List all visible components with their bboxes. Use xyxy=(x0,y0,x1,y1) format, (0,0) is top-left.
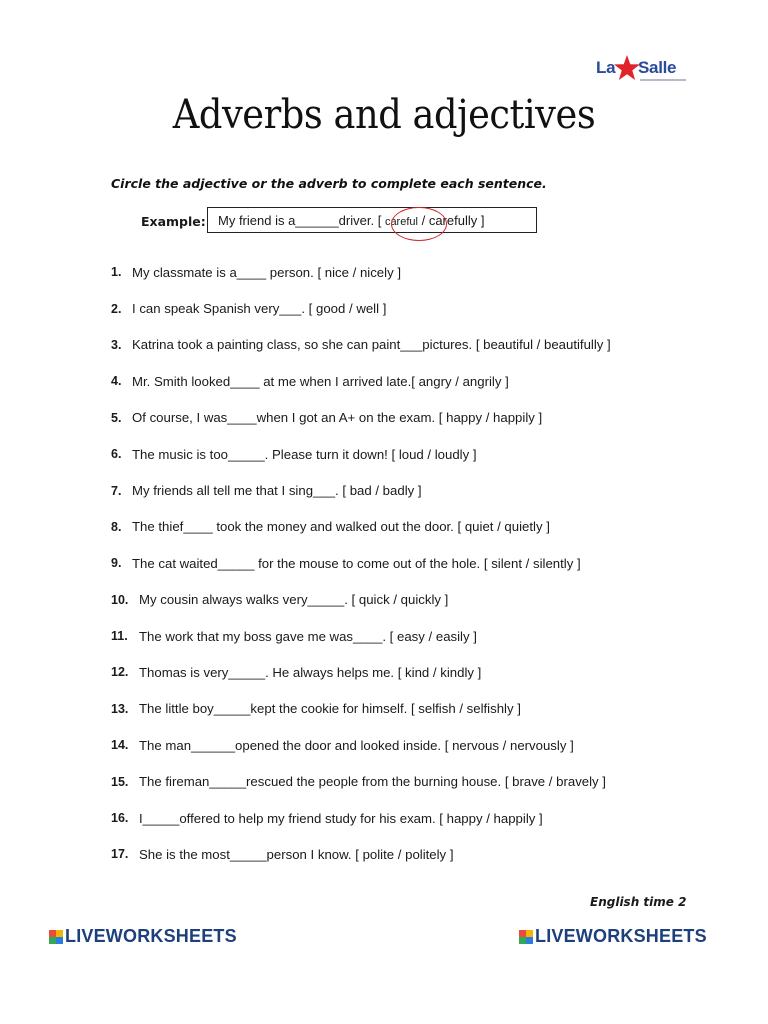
question-item xyxy=(111,618,751,654)
question-item xyxy=(111,472,751,508)
question-number: 10. xyxy=(111,592,129,607)
instructions: Circle the adjective or the adverb to complete each sentence. xyxy=(111,176,547,191)
question-item xyxy=(111,691,751,727)
question-item xyxy=(111,654,751,690)
question-text: Katrina took a painting class, so she can paint___pictures. [ beautiful / beautifully ] xyxy=(132,337,611,353)
question-text: The man______opened the door and looked inside. [ nervous / nervously ] xyxy=(139,737,574,753)
question-item xyxy=(111,254,751,290)
question-item xyxy=(111,582,751,618)
question-item xyxy=(111,509,751,545)
page-title: Adverbs and adjectives xyxy=(172,92,596,138)
question-number: 6. xyxy=(111,447,122,462)
la-salle-logo xyxy=(594,54,694,90)
question-text: Thomas is very_____. He always helps me. [ kind / kindly ] xyxy=(139,664,482,680)
star-icon xyxy=(613,54,641,82)
logo-tagline-decoration xyxy=(640,79,686,81)
example-box xyxy=(207,207,537,233)
question-item xyxy=(111,363,751,399)
question-text: Of course, I was____when I got an A+ on the exam. [ happy / happily ] xyxy=(132,410,543,426)
question-text: The music is too_____. Please turn it down! [ loud / loudly ] xyxy=(132,446,477,462)
question-number: 9. xyxy=(111,556,122,571)
question-text: She is the most_____person I know. [ polite / politely ] xyxy=(139,846,454,862)
question-text: The work that my boss gave me was____. [ easy / easily ] xyxy=(139,628,477,644)
footer-english-time: English time 2 xyxy=(590,895,687,909)
question-number: 1. xyxy=(111,265,122,280)
question-text: The cat waited_____ for the mouse to come out of the hole. [ silent / silently ] xyxy=(132,555,581,571)
liveworksheets-logo-right[interactable] xyxy=(519,926,707,947)
question-text: My classmate is a____ person. [ nice / nicely ] xyxy=(132,264,401,280)
question-text: My friends all tell me that I sing___. [ bad / badly ] xyxy=(132,483,422,499)
liveworksheets-icon xyxy=(519,930,533,944)
question-number: 3. xyxy=(111,337,122,352)
question-number: 5. xyxy=(111,410,122,425)
liveworksheets-wordmark: LIVEWORKSHEETS xyxy=(65,926,237,946)
example-rest: / carefully ] xyxy=(421,213,485,228)
question-list xyxy=(111,254,751,873)
question-item xyxy=(111,290,751,326)
question-number: 14. xyxy=(111,738,129,753)
question-text: Mr. Smith looked____ at me when I arrived late.[ angry / angrily ] xyxy=(132,373,509,389)
question-item xyxy=(111,763,751,799)
question-text: I_____offered to help my friend study for his exam. [ happy / happily ] xyxy=(139,810,543,826)
liveworksheets-wordmark: LIVEWORKSHEETS xyxy=(535,926,707,946)
logo-text-salle: Salle xyxy=(638,58,677,77)
question-item xyxy=(111,545,751,581)
liveworksheets-icon xyxy=(49,930,63,944)
question-number: 4. xyxy=(111,374,122,389)
example-label: Example: xyxy=(141,214,206,229)
question-item xyxy=(111,400,751,436)
logo-text-la: La xyxy=(596,58,616,77)
question-number: 11. xyxy=(111,629,128,644)
question-number: 16. xyxy=(111,811,129,826)
example-answer-circle xyxy=(391,207,447,241)
question-text: The little boy_____kept the cookie for himself. [ selfish / selfishly ] xyxy=(139,701,521,717)
question-item xyxy=(111,800,751,836)
question-text: I can speak Spanish very___. [ good / well ] xyxy=(132,301,387,317)
question-number: 2. xyxy=(111,301,122,316)
question-item xyxy=(111,727,751,763)
question-item xyxy=(111,327,751,363)
liveworksheets-logo-left[interactable] xyxy=(49,926,237,947)
example-circled-answer: careful xyxy=(384,216,418,228)
question-number: 12. xyxy=(111,665,129,680)
question-number: 8. xyxy=(111,519,122,534)
example-sentence: My friend is a______driver. [ xyxy=(218,213,382,228)
question-item xyxy=(111,436,751,472)
question-number: 7. xyxy=(111,483,122,498)
question-text: The fireman_____rescued the people from the burning house. [ brave / bravely ] xyxy=(139,774,606,790)
question-item xyxy=(111,836,751,872)
question-text: My cousin always walks very_____. [ quick / quickly ] xyxy=(139,592,449,608)
question-number: 17. xyxy=(111,847,129,862)
question-text: The thief____ took the money and walked out the door. [ quiet / quietly ] xyxy=(132,519,550,535)
question-number: 13. xyxy=(111,701,129,716)
question-number: 15. xyxy=(111,774,129,789)
